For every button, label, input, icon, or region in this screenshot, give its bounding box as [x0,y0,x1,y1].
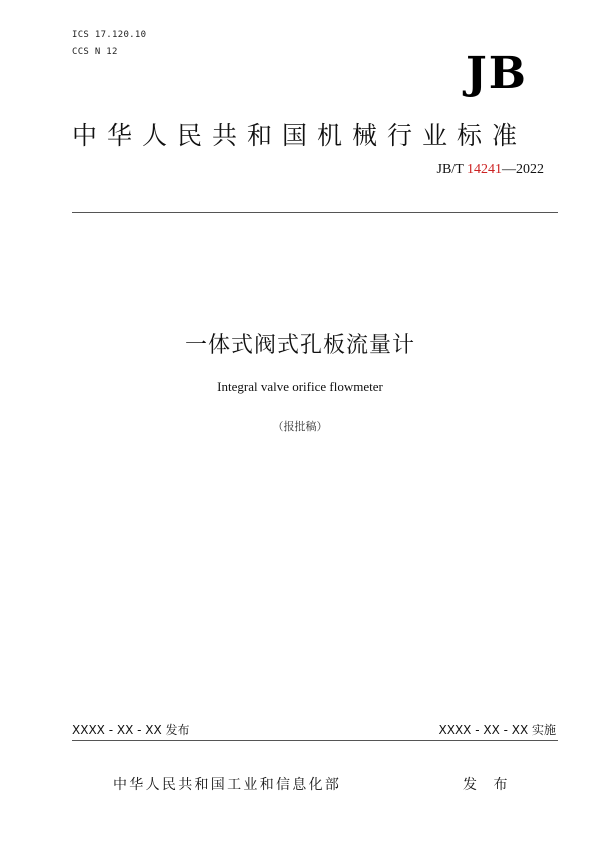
ccs-code: CCS N 12 [72,47,118,57]
standard-category-title: 中华人民共和国机械行业标准 [72,121,528,150]
standard-number [437,162,544,178]
jb-logo: JB [465,48,528,99]
ics-code: ICS 17.120.10 [72,30,147,40]
bottom-divider [72,740,558,741]
standard-number-value: 14241 [467,162,502,177]
standard-number-year: —2022 [502,162,544,177]
document-title-en: Integral valve orifice flowmeter [217,379,383,394]
issue-date: XXXX - XX - XX 发布 [72,723,190,737]
issuing-authority: 中华人民共和国工业和信息化部 [113,777,342,793]
publish-label: 发 布 [463,777,514,793]
top-divider [72,212,558,213]
standard-number-prefix: JB/T [436,162,467,177]
draft-status-label: （报批稿） [272,420,328,433]
implementation-date: XXXX - XX - XX 实施 [438,723,556,737]
document-title-cn: 一体式阀式孔板流量计 [184,333,415,358]
